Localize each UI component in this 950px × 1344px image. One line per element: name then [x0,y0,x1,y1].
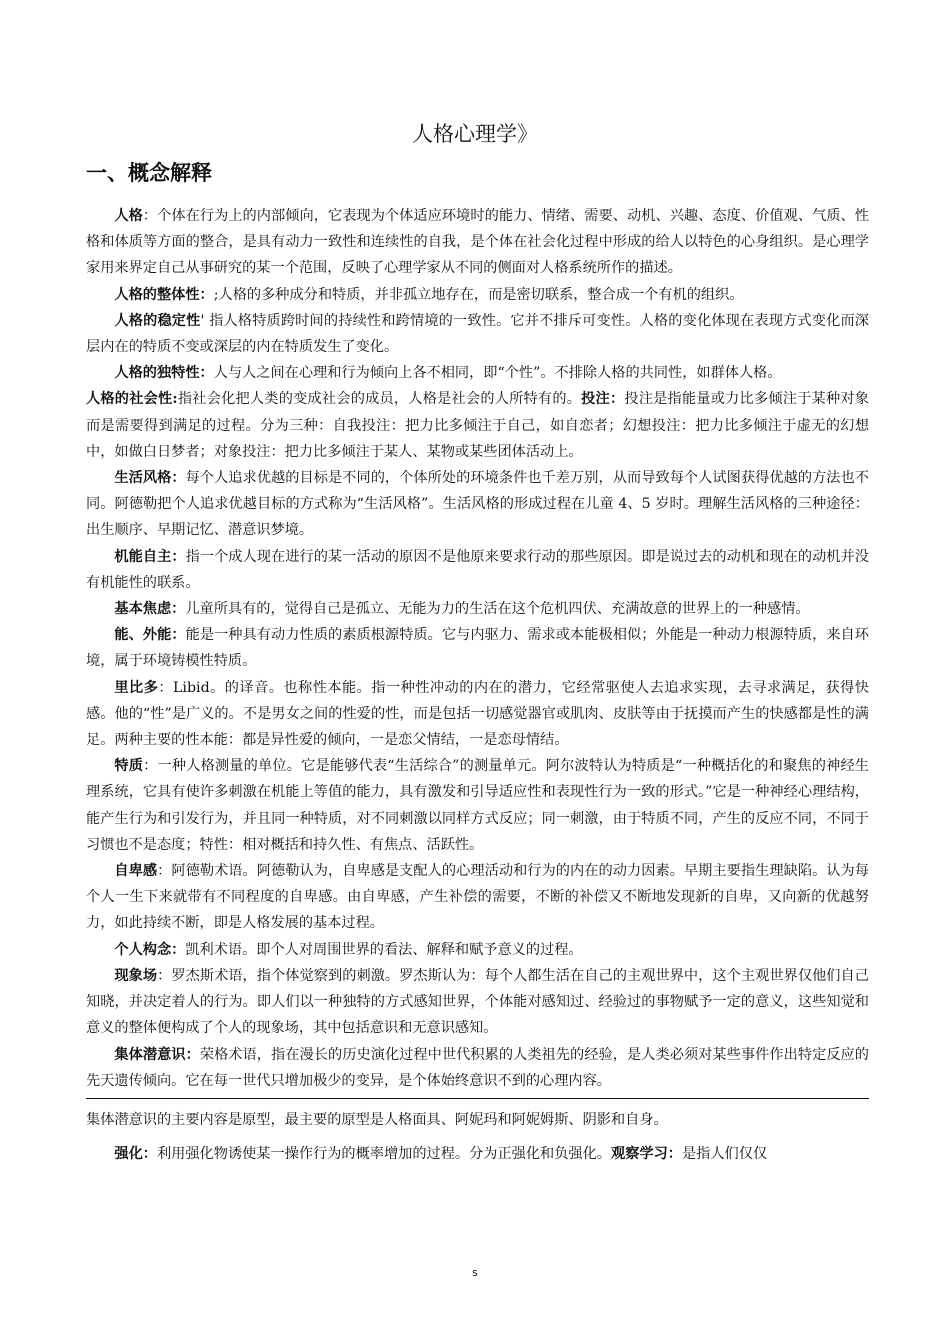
term: 机能自主 [114,548,172,565]
definition-paragraph [86,675,869,754]
page-number: s [472,1266,478,1279]
definition-text: 是指人们仅仅 [681,1146,768,1163]
definition-paragraph [86,963,869,1042]
definition-paragraph [86,622,869,674]
definition-paragraph [86,465,869,544]
term-separator: ： [667,1146,682,1163]
term: 个人构念 [114,941,172,958]
term-separator: ： [157,967,172,984]
definition-text: 利用强化物诱使某一操作行为的概率增加的过程。分为正强化和负强化。 [156,1146,611,1163]
term-separator: ： [143,758,158,775]
definition-paragraph [86,203,869,282]
term: 集体潜意识 [114,1046,186,1063]
section-heading: 一、概念解释 [86,161,212,185]
term: 人格 [114,208,143,224]
term-separator: ： [142,208,158,224]
definition-text: 儿童所具有的，觉得自己是孤立、无能为力的生活在这个危机四伏、充满故意的世界上的一种感情。 [185,601,810,618]
term-separator: : [172,391,178,408]
definition-text: 荣格术语，指在漫长的历史演化过程中世代积累的人类祖先的经验，是人类必须对某些事件作出特定反应的先天遗传倾向。它在每一世代只增加极少的变异，是个体始终意识不到的心理内容。 [86,1046,869,1089]
definition-text: 罗杰斯术语，指个体觉察到的刺激。罗杰斯认为：每个人都生活在自己的主观世界中，这个主观世界仅他们自己知晓，并决定着人的行为。即人们以一种独特的方式感知世界，个体能对感知过、经验过的事物赋予一定的意义，这些知觉和意义的整体便构成了个人的现象场，其中包括意识和无意识感知。 [86,967,869,1037]
definition-paragraph [86,858,869,937]
definition-text: Libid。的译音。也称性本能。指一种性冲动的内在的潜力，它经常驱使人去追求实现，去寻求满足，获得快感。他的“性”是广义的。不是男女之间的性爱的性，而是包括一切感觉器官或肌肉、皮肤等由于抚摸而产生的快感都是性的满足。两种主要的性本能：都是异性爱的倾向，一是恋父情结，一是恋母情结。 [86,679,869,749]
definitions-body [86,203,869,1167]
term-separator: ： [157,863,172,880]
term-separator: ： [171,627,186,644]
term-separator: ： [171,601,186,618]
term-separator: ： [185,1046,200,1063]
term: 基本焦虑 [114,601,172,618]
term-separator: ： [171,470,186,487]
definition-paragraph [86,308,869,360]
horizontal-divider [86,1098,869,1099]
definition-text: 个体在行为上的内部倾向，它表现为个体适应环境时的能力、情绪、需要、动机、兴趣、态度、价值观、气质、性格和体质等方面的整合，是具有动力一致性和连续性的自我，是个体在社会化过程中形成的给人以特色的心身组织。是心理学家用来界定自己从事研究的某一个范围，反映了心理学家从不同的侧面对人格系统所作的描述。 [86,208,869,277]
definition-text: ;人格的多种成分和特质，并非孤立地存在，而是密切联系，整合成一个有机的组织。 [213,286,744,303]
definition-text: 指人格特质跨时间的持续性和跨情境的一致性。它并不排斥可变性。人格的变化体现在表现方式变化而深层内在的特质不变或深层的内在特质发生了变化。 [86,312,869,356]
term: 人格的独特性 [114,365,200,382]
term: 现象场 [114,967,158,984]
term: 人格的整体性 [114,286,200,303]
definition-paragraph [86,282,869,308]
term: 人格的社会性 [86,391,173,408]
definition-paragraph [86,596,869,622]
term-separator: ： [158,679,174,696]
definition-paragraph [86,1042,869,1094]
term-separator: ： [199,286,214,303]
term: 里比多 [114,679,159,696]
definition-text: 凯利术语。即个人对周围世界的看法、解释和赋予意义的过程。 [185,941,583,958]
continuation-paragraph: 集体潜意识的主要内容是原型，最主要的原型是人格面具、阿妮玛和阿妮姆斯、阴影和自身。 [86,1111,668,1128]
definition-paragraph [86,753,869,858]
term: 自卑感 [114,863,158,880]
term-separator: ： [171,941,186,958]
term: 强化 [114,1146,143,1163]
definition-text: 人与人之间在心理和行为倾向上各不相同，即“个性”。不排除人格的共同性，如群体人格。 [213,365,782,382]
definition-text: 一种人格测量的单位。它是能够代表“生活综合”的测量单元。阿尔波特认为特质是“一种概括化的和聚焦的神经生理系统，它具有使许多刺激在机能上等值的能力，具有激发和引导适应性和表现性行为一致的形式。”它是一种神经心理结构，能产生行为和引发行为，并且同一种特质，对不同刺激以同样方式反应；同一刺激，由于特质不同，产生的反应不同，不同于习惯也不是态度；特性：相对概括和持久性、有焦点、活跃性。 [86,758,869,853]
term: 投注 [581,391,610,408]
term: 生活风格 [114,470,172,487]
term: 能、外能 [114,627,172,644]
term-separator: ： [171,548,186,565]
definition-paragraph [86,1141,869,1167]
document-title: 人格心理学》 [412,122,538,146]
definition-paragraph [86,544,869,596]
definition-text: 投注是指能量或力比多倾注于某种对象而是需要得到满足的过程。分为三种：自我投注：把力比多倾注于自己，如自恋者；幻想投注：把力比多倾注于虚无的幻想中，如做白日梦者；对象投注：把力比多倾注于某人、某物或某些团体活动上。 [86,391,869,460]
definition-text: 每个人追求优越的目标是不同的，个体所处的环境条件也千差万别，从而导致每个人试图获得优越的方法也不同。阿德勒把个人追求优越目标的方式称为“生活风格”。生活风格的形成过程在儿童 4、5 岁时。理解生活风格的三种途径：出生顺序、早期记忆、潜意识梦境。 [86,470,869,539]
definition-text: 指社会化把人类的变成社会的成员，人格是社会的人所特有的。 [177,391,582,408]
definition-paragraph [86,386,869,465]
definition-paragraph [86,360,869,386]
definition-text: 能是一种具有动力性质的素质根源特质。它与内驱力、需求或本能极相似；外能是一种动力根源特质，来自环境，属于环境铸模性特质。 [86,627,869,670]
term-separator: ' [200,312,210,329]
definition-text: 阿德勒术语。阿德勒认为，自卑感是支配人的心理活动和行为的内在的动力因素。早期主要指生理缺陷。认为每个人一生下来就带有不同程度的自卑感。由自卑感，产生补偿的需要，不断的补偿又不断地发现新的自卑，又向新的优越努力，如此持续不断，即是人格发展的基本过程。 [86,863,869,932]
term-separator: ： [142,1146,157,1163]
term-separator: ： [609,391,625,408]
term: 观察学习 [611,1146,668,1163]
term: 特质 [114,758,144,775]
term-separator: ： [199,365,214,382]
term: 人格的稳定性 [114,312,201,329]
definition-paragraph [86,937,869,963]
definition-text: 指一个成人现在进行的某一活动的原因不是他原来要求行动的那些原因。即是说过去的动机和现在的动机并没有机能性的联系。 [86,548,869,591]
